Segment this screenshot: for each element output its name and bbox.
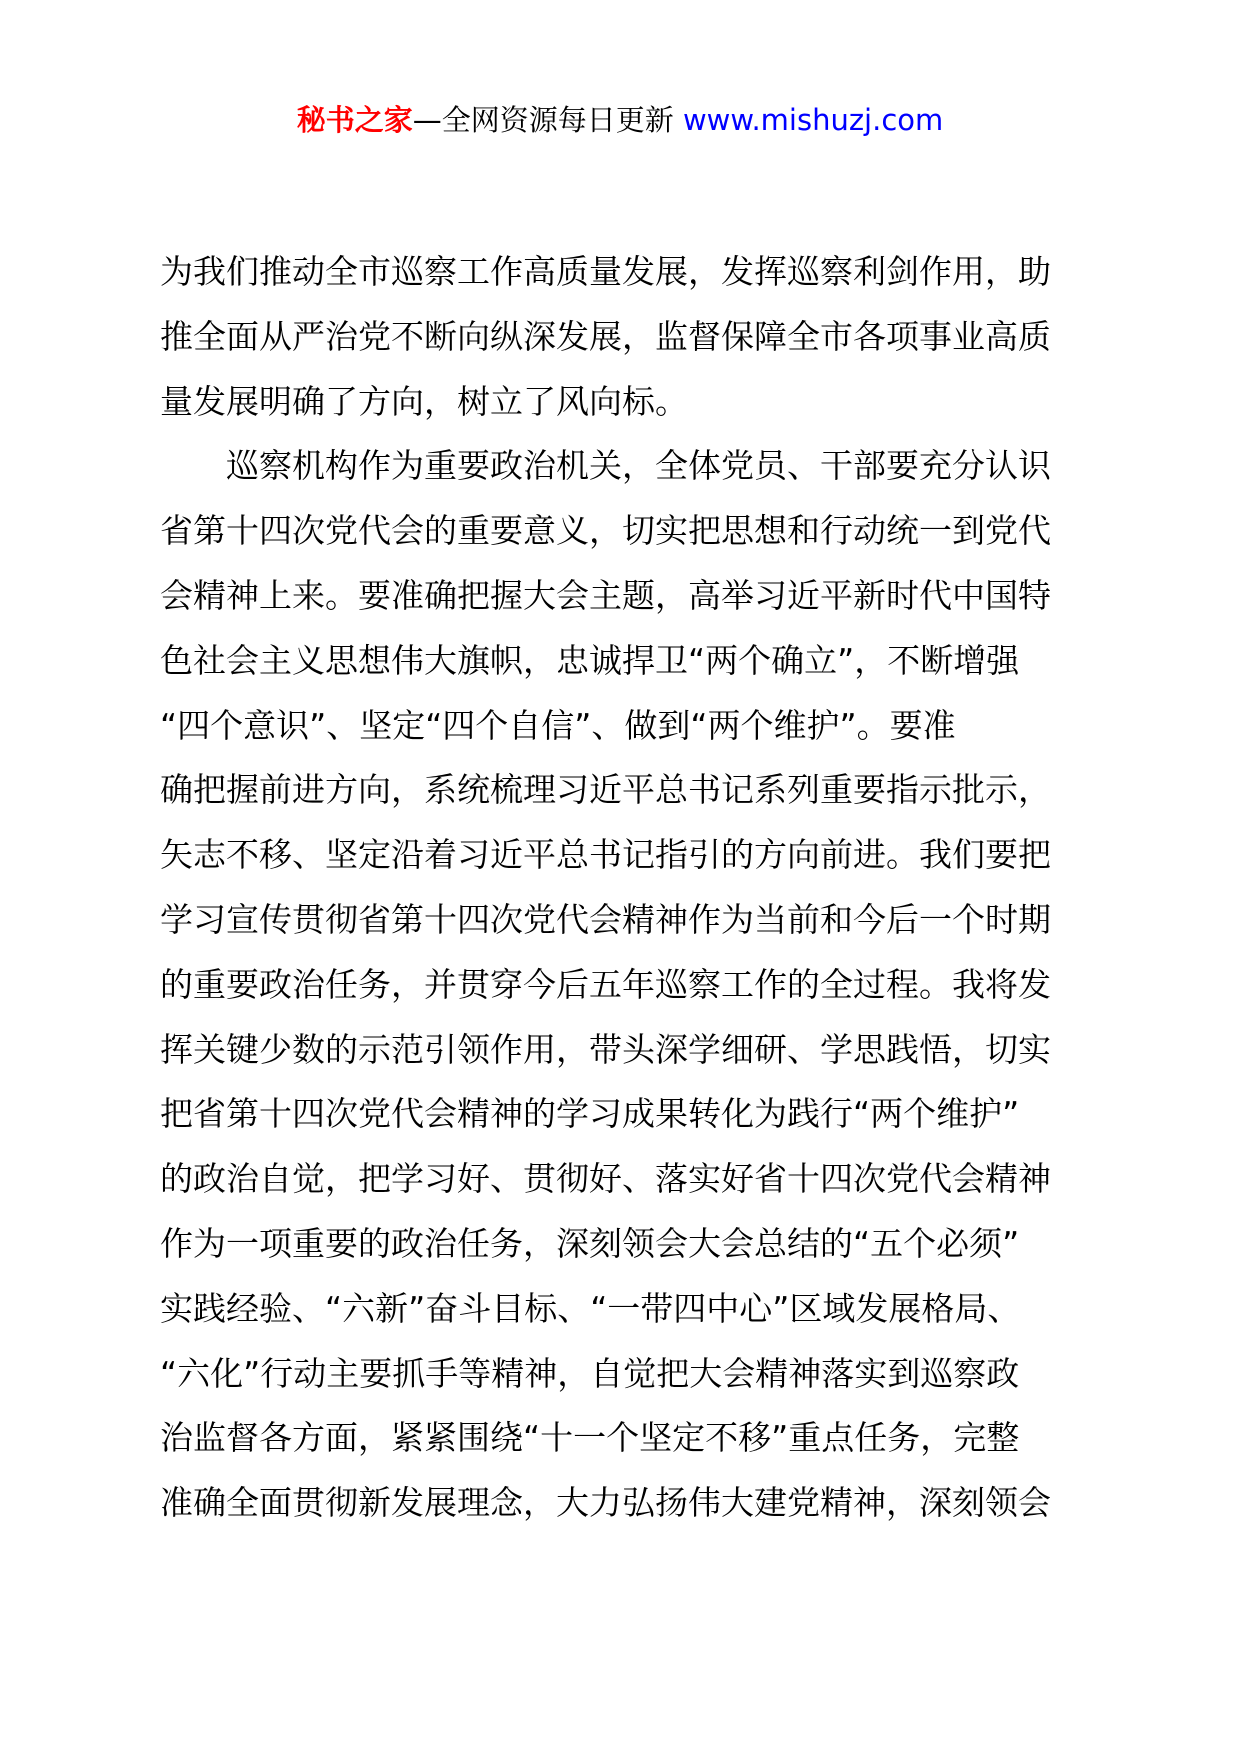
- text-line: “四个意识”、坚定“四个自信”、做到“两个维护”。要准: [160, 705, 956, 745]
- text-line: 为我们推动全市巡察工作高质量发展，发挥巡察利剑作用，助: [160, 252, 1051, 291]
- site-tagline: —全网资源每日更新: [412, 103, 674, 137]
- text-line: 确把握前进方向，系统梳理习近平总书记系列重要指示批示，: [160, 770, 1051, 810]
- text-line: 省第十四次党代会的重要意义，切实把思想和行动统一到党代: [160, 511, 1051, 551]
- text-line: 治监督各方面，紧紧围绕“十一个坚定不移”重点任务，完整: [160, 1418, 1020, 1458]
- text-line: 色社会主义思想伟大旗帜，忠诚捍卫“两个确立”，不断增强: [160, 640, 1020, 680]
- paragraph-1: [160, 240, 1100, 434]
- page-header: [0, 100, 1240, 140]
- text-line: 挥关键少数的示范引领作用，带头深学细研、学思践悟，切实: [160, 1029, 1051, 1069]
- text-line: 的政治自觉，把学习好、贯彻好、落实好省十四次党代会精神: [160, 1159, 1051, 1199]
- text-line: 准确全面贯彻新发展理念，大力弘扬伟大建党精神，深刻领会: [160, 1483, 1051, 1523]
- text-line: 会精神上来。要准确把握大会主题，高举习近平新时代中国特: [160, 575, 1051, 615]
- text-line: “六化”行动主要抓手等精神，自觉把大会精神落实到巡察政: [160, 1353, 1020, 1393]
- text-line: 矢志不移、坚定沿着习近平总书记指引的方向前进。我们要把: [160, 835, 1051, 875]
- text-line: 把省第十四次党代会精神的学习成果转化为践行“两个维护”: [160, 1094, 1020, 1134]
- text-line: 巡察机构作为重要政治机关，全体党员、干部要充分认识: [226, 446, 1051, 486]
- text-line: 推全面从严治党不断向纵深发展，监督保障全市各项事业高质: [160, 316, 1051, 356]
- site-url-link[interactable]: www.mishuzj.com: [682, 103, 944, 137]
- text-line: 作为一项重要的政治任务，深刻领会大会总结的“五个必须”: [160, 1223, 1020, 1263]
- paragraph-2: [160, 434, 1100, 1536]
- text-line: 的重要政治任务，并贯穿今后五年巡察工作的全过程。我将发: [160, 964, 1051, 1004]
- site-brand: 秘书之家: [296, 103, 413, 137]
- text-line: 实践经验、“六新”奋斗目标、“一带四中心”区域发展格局、: [160, 1288, 1021, 1328]
- document-body: [160, 240, 1100, 1536]
- text-line: 学习宣传贯彻省第十四次党代会精神作为当前和今后一个时期: [160, 899, 1051, 939]
- text-line: 量发展明确了方向，树立了风向标。: [160, 381, 688, 421]
